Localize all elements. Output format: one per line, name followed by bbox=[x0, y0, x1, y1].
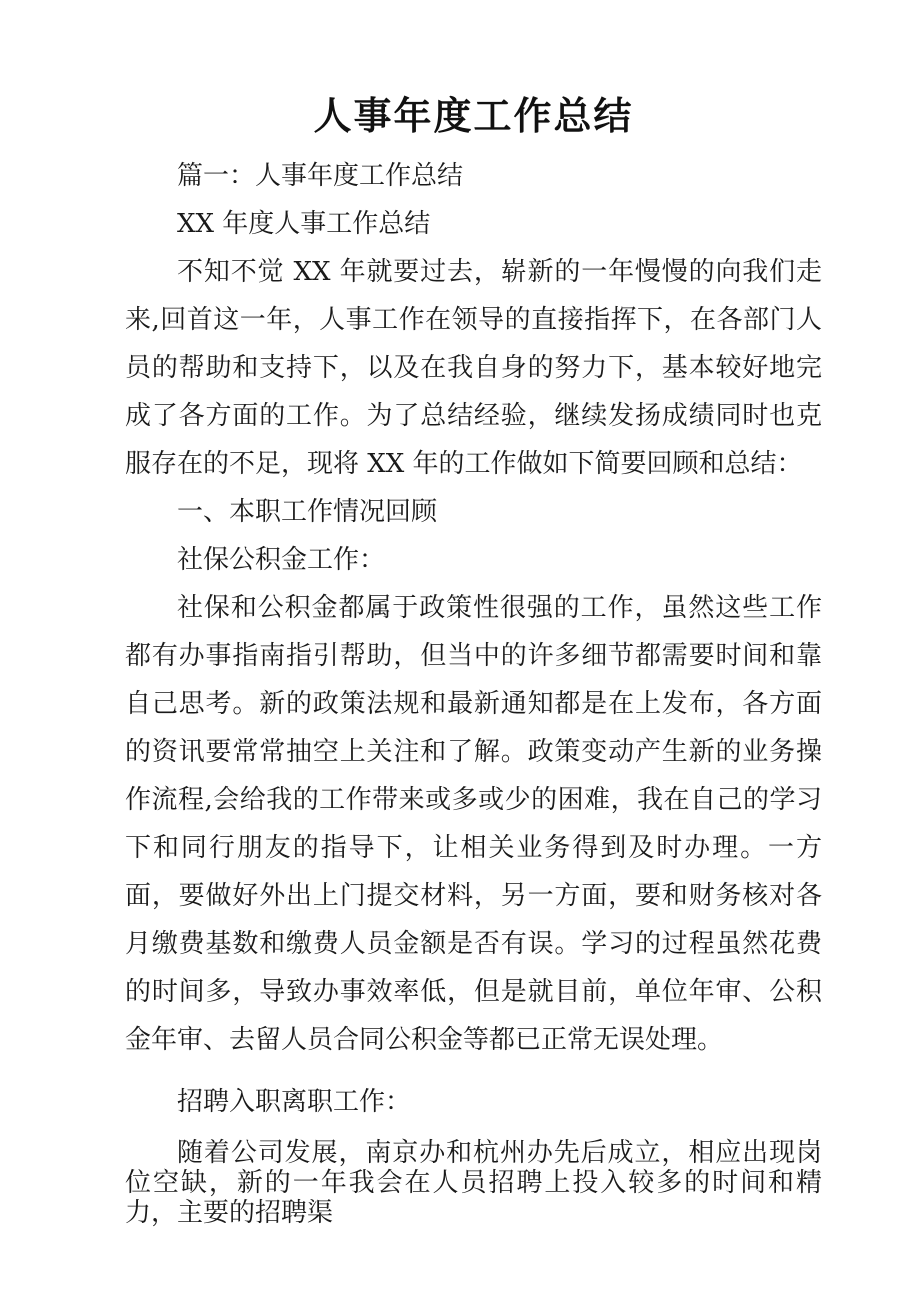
paragraph-subheading-social-insurance: 社保公积金工作： bbox=[177, 545, 386, 575]
paragraph-intro: 不知不觉 XX 年就要过去，崭新的一年慢慢的向我们走来,回首这一年，人事工作在领导的直接指挥下，在各部门人员的帮助和支持下，以及在我自身的努力下，基本较好地完成了各方面的工作。为了总结经验，继续发扬成绩同时也克服存在的不足，现将 XX 年的工作做如下简要回顾和总结： bbox=[125, 257, 822, 479]
paragraph-heading-part-one: 篇一：人事年度工作总结 bbox=[177, 161, 464, 191]
paragraph-social-insurance-body: 社保和公积金都属于政策性很强的工作，虽然这些工作都有办事指南指引帮助，但当中的许多细节都需要时间和靠自己思考。新的政策法规和最新通知都是在上发布，各方面的资讯要常常抽空上关注和了解。政策变动产生新的业务操作流程,会给我的工作带来或多或少的困难，我在自己的学习下和同行朋友的指导下，让相关业务得到及时办理。一方面，要做好外出上门提交材料，另一方面，要和财务核对各月缴费基数和缴费人员金额是否有误。学习的过程虽然花费的时间多，导致办事效率低，但是就目前，单位年审、公积金年审、去留人员合同公积金等都已正常无误处理。 bbox=[125, 593, 822, 1055]
paragraph-subheading-recruitment: 招聘入职离职工作： bbox=[177, 1087, 412, 1117]
paragraph-section-heading-review: 一、本职工作情况回顾 bbox=[177, 497, 438, 527]
paragraph-recruitment-body: 随着公司发展，南京办和杭州办先后成立，相应出现岗位空缺，新的一年我会在人员招聘上投入较多的时间和精力，主要的招聘渠 bbox=[125, 1138, 822, 1228]
document-title: 人事年度工作总结 bbox=[313, 93, 634, 138]
paragraph-subtitle-year-summary: XX 年度人事工作总结 bbox=[177, 209, 431, 239]
